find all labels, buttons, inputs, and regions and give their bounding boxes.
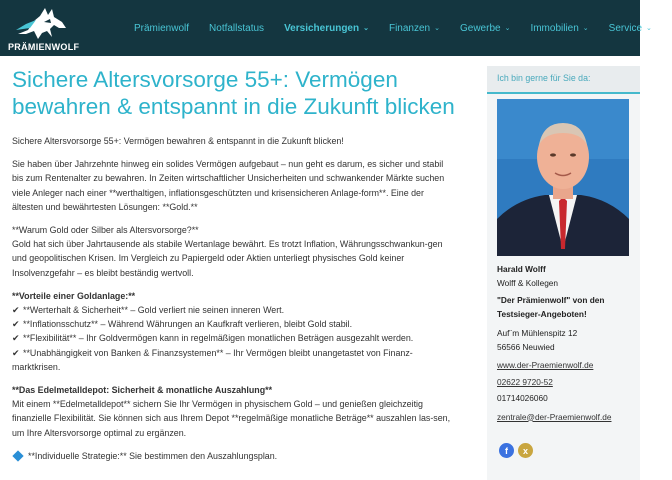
company-name: Wolff & Kollegen [497,277,559,288]
benefit-item [12,331,457,345]
intro-text: Sichere Altersvorsorge 55+: Vermögen bewahren & entspannt in die Zukunft blicken! [12,136,344,146]
intro-paragraph: Sie haben über Jahrzehnte hinweg ein solides Vermögen aufgebaut – nun geht es darum, es sicher und stabil bis zum Rentenalter zu bewahren. In Zeiten wirtschaftlicher Unsicherheiten und schwankender Märkte suchen viele Anleger nach einer **werthaltigen, inflationsgeschützten und krisensicheren Anlage-form**. Eine der ältesten und bewährtesten Lösungen: **Gold.** [12,159,445,212]
address-city: 56566 Neuwied [497,341,555,352]
sidebar-divider [487,92,640,94]
advisor-photo [497,99,629,256]
strategy-item [12,449,457,463]
main-navigation [134,0,672,56]
chevron-down-icon: ⌄ [646,25,652,32]
nav-item-gewerbe[interactable] [460,23,510,34]
contact-details [497,263,637,424]
contact-sidebar [487,66,640,480]
main-content [12,66,457,472]
gold-section [12,223,457,280]
benefit-text: **Inflationsschutz** – Während Währungen an Kaufkraft verlieren, bleibt Gold stabil. [23,319,353,330]
chevron-down-icon: ⌄ [434,25,440,32]
gold-heading: **Warum Gold oder Silber als Altersvorsorge?** [12,225,199,236]
advisor-name: Harald Wolff [497,264,546,274]
tagline: "Der Prämienwolf" von den Testsieger-Angeboten! [497,295,605,319]
page-title: Sichere Altersvorsorge 55+: Vermögen bewahren & entspannt in die Zukunft blicken [12,67,455,119]
benefit-item [12,317,457,331]
phone-link[interactable]: 02622 9720-52 [497,376,553,387]
nav-item-label: Service [608,22,643,34]
benefit-text: **Flexibilität** – Ihr Goldvermögen kann in regelmäßigen monatlichen Beträgen ausgezahlt werden. [23,333,414,344]
sidebar-heading: Ich bin gerne für Sie da: [487,66,640,92]
nav-item-finanzen[interactable] [389,23,440,34]
nav-item-notfallstatus[interactable] [209,23,264,34]
check-icon: ✔ [12,305,20,316]
chevron-down-icon: ⌄ [363,25,369,32]
benefits-heading: **Vorteile einer Goldanlage:** [12,290,136,301]
benefit-item [12,303,457,317]
nav-item-service[interactable] [609,23,652,34]
blue-diamond-icon [12,450,23,461]
logo-text: PRÄMIENWOLF [8,42,80,52]
benefit-item [12,346,457,374]
logo[interactable] [8,4,80,54]
mobile-number: 01714026060 [497,393,548,403]
nav-item-label: Notfallstatus [209,22,265,34]
xing-icon[interactable]: x [518,443,533,458]
wolf-logo-icon [14,4,70,42]
site-header [0,0,652,56]
chevron-down-icon: ⌄ [582,25,589,32]
website-link[interactable]: www.der-Praemienwolf.de [497,360,594,370]
benefit-text: **Werterhalt & Sicherheit** – Gold verliert nie seinen inneren Wert. [23,305,285,316]
email-link[interactable]: zentrale@der-Praemienwolf.de [497,411,612,422]
benefits-section [12,289,457,374]
social-links [499,443,533,458]
address-street: Auf¨m Mühlenspitz 12 [497,328,578,338]
depot-heading: **Das Edelmetalldepot: Sicherheit & monatliche Auszahlung** [12,385,273,396]
facebook-icon[interactable]: f [499,443,514,458]
check-icon: ✔ [12,347,20,358]
nav-item-label: Gewerbe [459,22,501,34]
strategy-text: **Individuelle Strategie:** Sie bestimmen den Auszahlungsplan. [28,450,278,461]
nav-item-label: Finanzen [388,22,431,34]
nav-item-label: Versicherungen [284,22,360,34]
nav-item-prämienwolf[interactable] [134,23,189,34]
benefit-text: **Unabhängigkeit von Banken & Finanzsystemen** – Ihr Vermögen bleibt unangetastet von Finanz-marktkrisen. [12,347,413,372]
depot-section [12,383,457,440]
nav-item-label: Prämienwolf [134,22,190,34]
check-icon: ✔ [12,333,20,344]
depot-text: Mit einem **Edelmetalldepot** sichern Sie Ihr Vermögen in physischem Gold – und genießen gleichzeitig finanzielle Flexibilität. Sie können sich aus Ihrem Depot **regelmäßige monatliche Beträge** auszahlen las-sen, um Ihre Altersvorsorge optimal zu ergänzen. [12,399,451,438]
nav-item-versicherungen[interactable] [284,23,369,34]
check-icon: ✔ [12,319,20,330]
gold-text: Gold hat sich über Jahrtausende als stabile Wertanlage bewährt. Es trotzt Inflation, Währungsschwankun-gen und geopolitischen Krisen. Im Vergleich zu Papiergeld oder Aktien unterliegt physisches Gold keiner Insolvenzgefahr – es bleibt beständig wertvoll. [12,239,443,278]
nav-item-immobilien[interactable] [530,23,588,34]
chevron-down-icon: ⌄ [504,25,511,32]
nav-item-label: Immobilien [530,22,579,34]
